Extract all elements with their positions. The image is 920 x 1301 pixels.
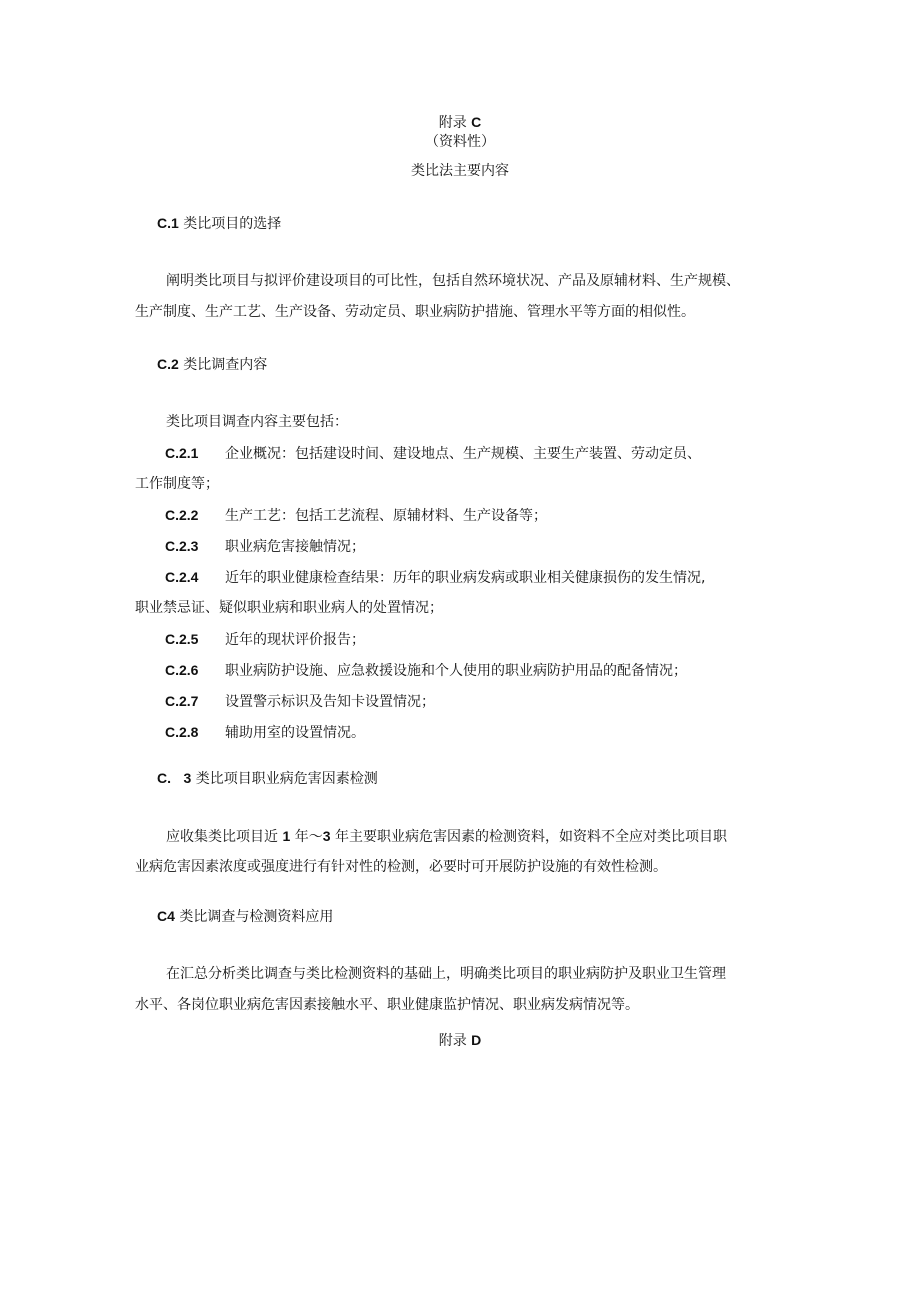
section-number-part: 3 [183, 770, 192, 786]
item-text: 近年的现状评价报告； [225, 632, 365, 648]
annex-letter: C [471, 114, 482, 130]
list-item-continuation: 工作制度等； [135, 476, 219, 492]
list-item-continuation: 职业禁忌证、疑似职业病和职业病人的处置情况； [135, 600, 443, 616]
list-item [165, 444, 701, 463]
item-number: C.2.4 [165, 569, 199, 585]
annex-title: 类比法主要内容 [411, 163, 509, 179]
c3-paragraph-line-2: 业病危害因素浓度或强度进行有针对性的检测，必要时可开展防护设施的有效性检测。 [135, 859, 667, 875]
section-title: 类比调查内容 [183, 357, 268, 373]
annex-nature: （资料性） [425, 134, 495, 150]
item-number: C.2.7 [165, 693, 199, 709]
annex-d-heading [0, 1031, 920, 1050]
text-segment: 应收集类比项目近 [166, 829, 278, 845]
number-three: 3 [322, 828, 331, 844]
list-item [165, 630, 365, 649]
list-item [165, 661, 687, 680]
list-item [165, 506, 547, 525]
item-number: C.2.2 [165, 507, 199, 523]
item-text: 设置警示标识及告知卡设置情况； [225, 694, 435, 710]
item-number: C.2.1 [165, 445, 199, 461]
section-title: 类比项目职业病危害因素检测 [195, 771, 378, 787]
item-number: C.2.5 [165, 631, 199, 647]
section-title: 类比项目的选择 [183, 216, 282, 232]
section-number: C.2 [157, 356, 179, 372]
item-text: 职业病防护设施、应急救援设施和个人使用的职业病防护用品的配备情况； [225, 663, 687, 679]
annex-prefix: 附录 [438, 1033, 467, 1049]
list-item [165, 692, 435, 711]
c2-intro: 类比项目调查内容主要包括： [166, 414, 348, 430]
section-c1-heading [157, 214, 281, 233]
item-text: 职业病危害接触情况； [225, 539, 365, 555]
list-item [165, 537, 365, 556]
section-title: 类比调查与检测资料应用 [179, 909, 334, 925]
list-item [165, 723, 365, 742]
item-number: C.2.8 [165, 724, 199, 740]
text-segment: 年主要职业病危害因素的检测资料，如资料不全应对类比项目职 [334, 829, 727, 845]
item-text: 生产工艺：包括工艺流程、原辅材料、生产设备等； [225, 508, 547, 524]
section-number: C. [157, 770, 171, 786]
number-one: 1 [282, 828, 291, 844]
section-number: C4 [157, 908, 175, 924]
item-number: C.2.6 [165, 662, 199, 678]
c4-paragraph-line-1: 在汇总分析类比调查与类比检测资料的基础上，明确类比项目的职业病防护及职业卫生管理 [166, 966, 726, 982]
item-text: 近年的职业健康检查结果：历年的职业病发病或职业相关健康损伤的发生情况, [225, 570, 706, 586]
section-number: C.1 [157, 215, 179, 231]
annex-c-heading [0, 113, 920, 132]
annex-letter: D [471, 1032, 482, 1048]
c4-paragraph-line-2: 水平、各岗位职业病危害因素接触水平、职业健康监护情况、职业病发病情况等。 [135, 997, 639, 1013]
section-c4-heading [157, 907, 333, 926]
item-text: 辅助用室的设置情况。 [225, 725, 365, 741]
c3-paragraph-line-1 [166, 827, 727, 846]
text-segment: 年～ [294, 829, 323, 845]
section-c3-heading [157, 769, 378, 788]
item-number: C.2.3 [165, 538, 199, 554]
list-item [165, 568, 705, 587]
c1-paragraph-line-2: 生产制度、生产工艺、生产设备、劳动定员、职业病防护措施、管理水平等方面的相似性。 [135, 304, 695, 320]
annex-prefix: 附录 [438, 115, 467, 131]
item-text: 企业概况：包括建设时间、建设地点、生产规模、主要生产装置、劳动定员、 [225, 446, 701, 462]
c1-paragraph-line-1: 阐明类比项目与拟评价建设项目的可比性，包括自然环境状况、产品及原辅材料、生产规模、 [166, 273, 740, 289]
section-c2-heading [157, 355, 267, 374]
